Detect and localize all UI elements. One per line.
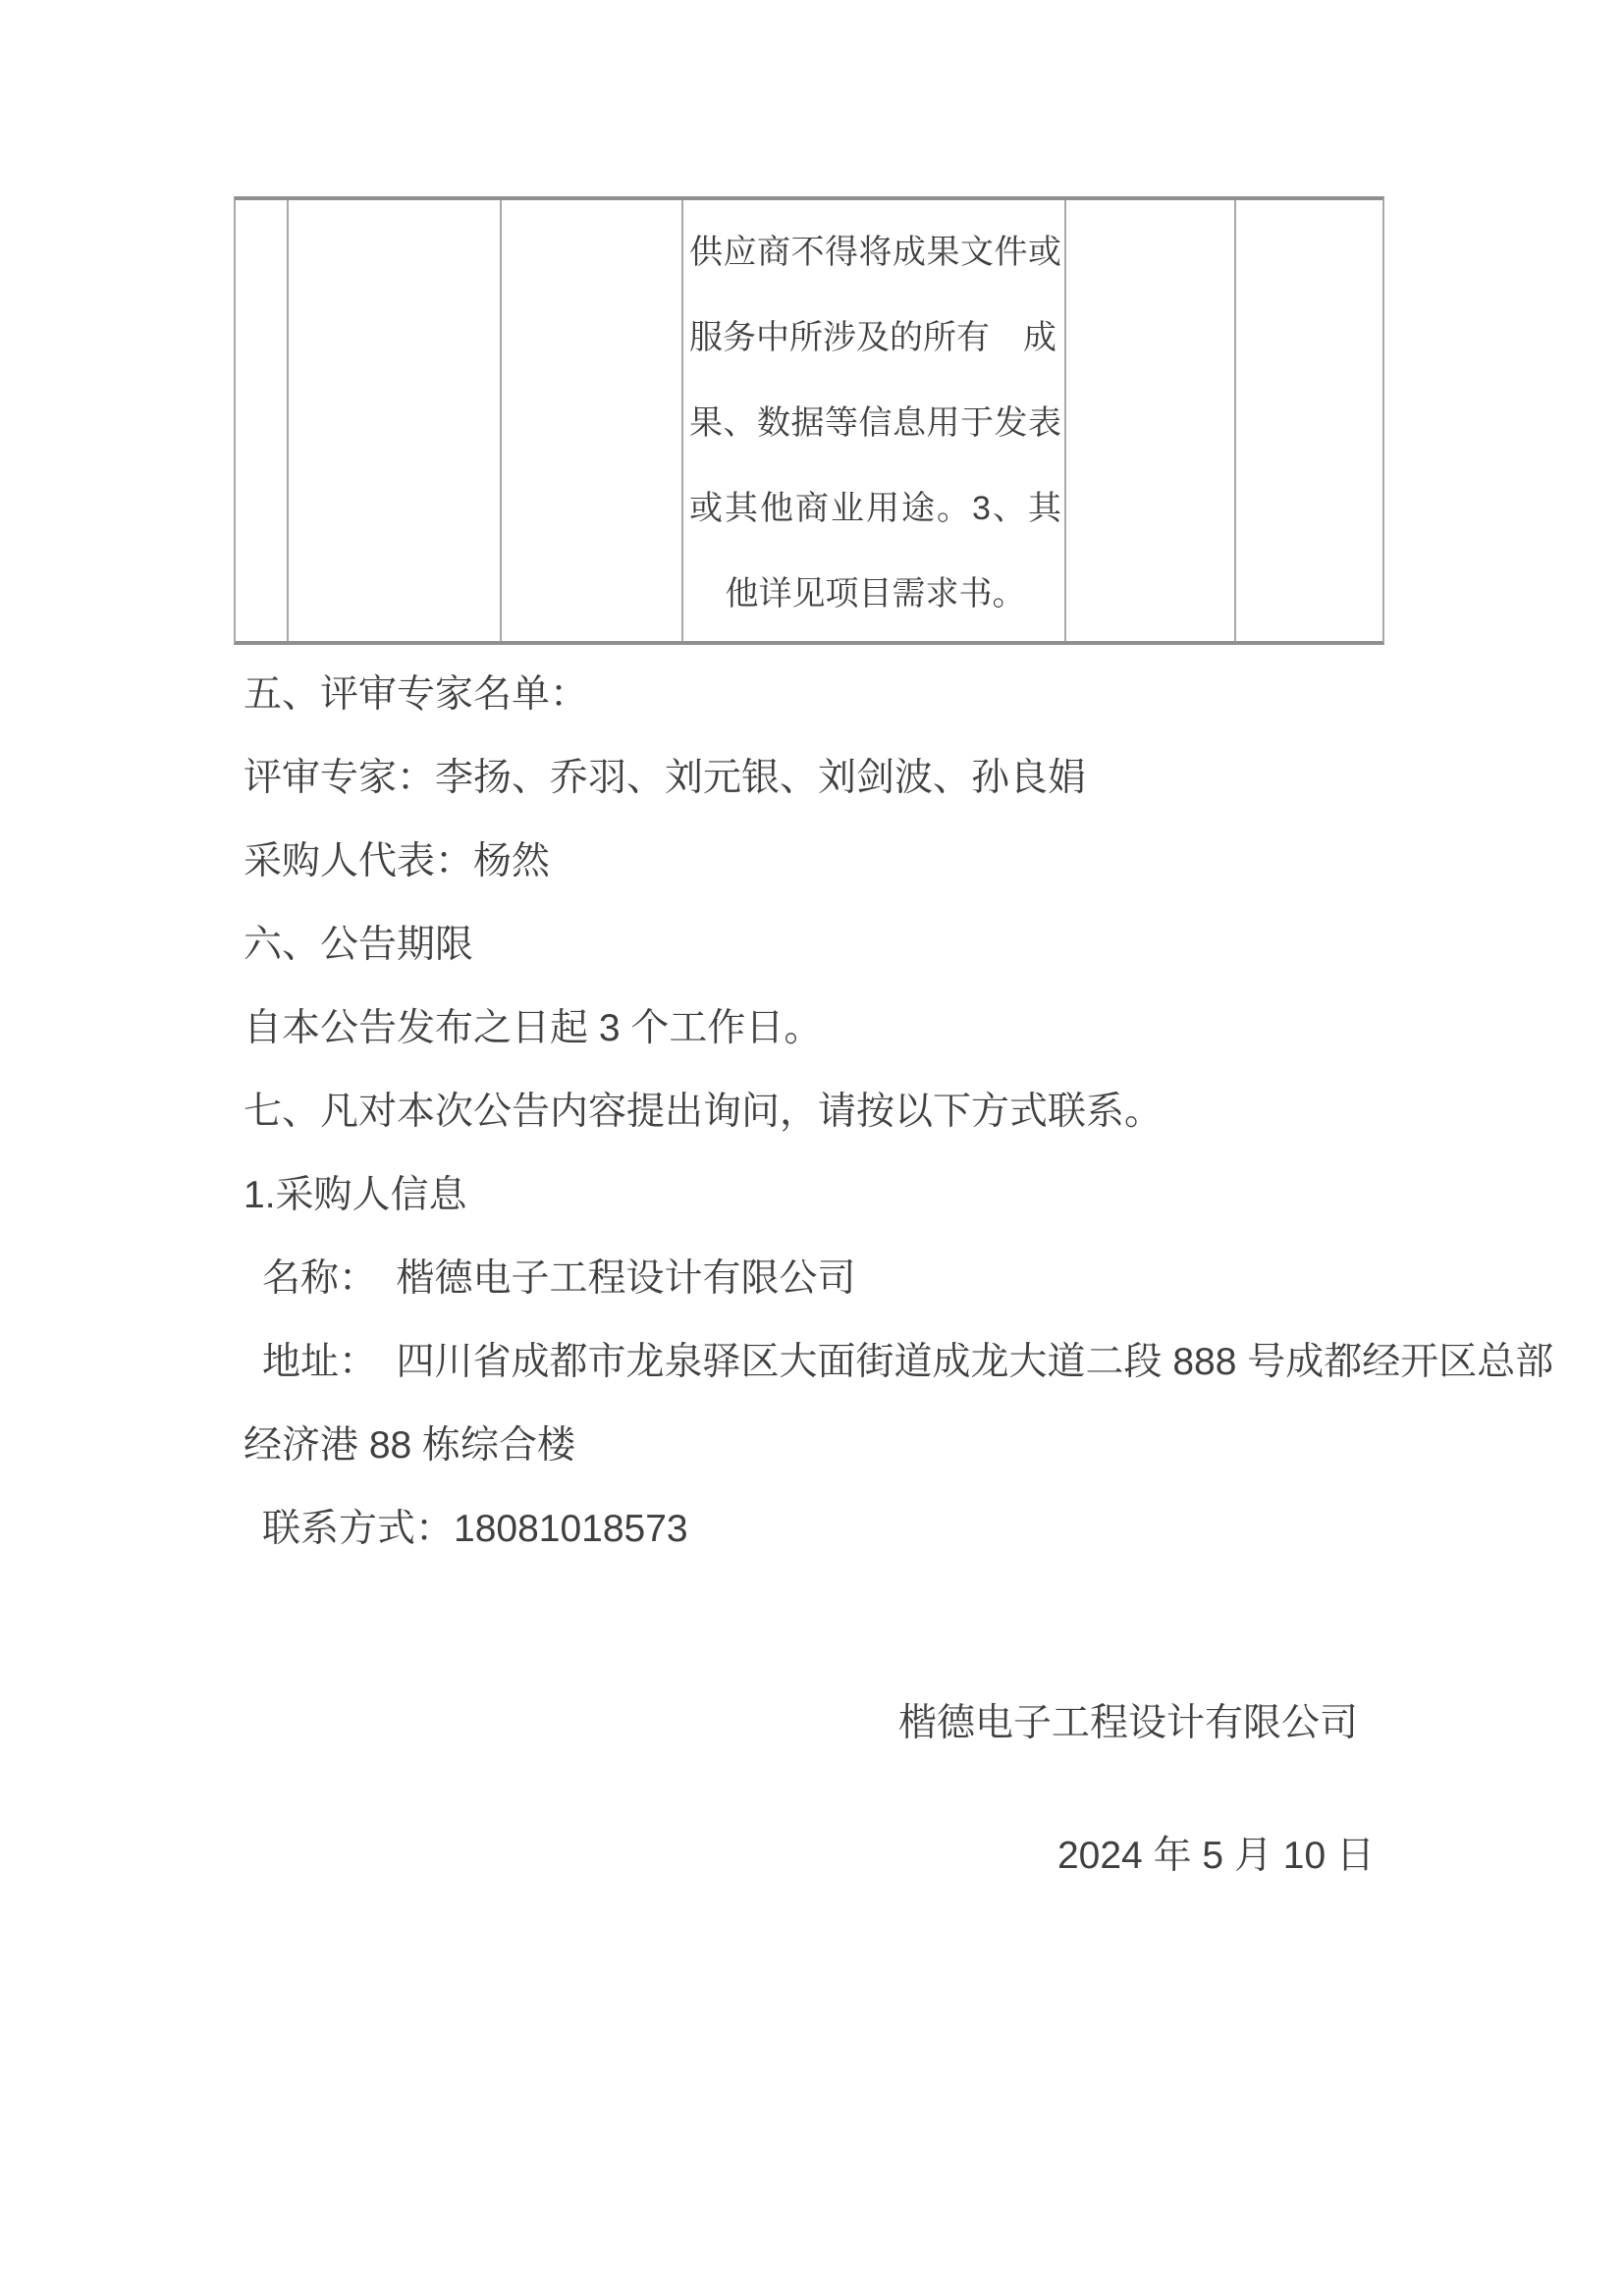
purchaser-info-heading: 1.采购人信息 (244, 1174, 467, 1216)
procurement-table (234, 196, 1384, 645)
signature-company: 楷德电子工程设计有限公司 (897, 1702, 1358, 1744)
table-column-divider (1064, 200, 1066, 641)
section-7-heading: 七、凡对本次公告内容提出询问，请按以下方式联系。 (244, 1091, 1164, 1133)
table-column-divider (287, 200, 289, 641)
section-6-heading: 六、公告期限 (244, 924, 474, 966)
announcement-period: 自本公告发布之日起 3 个工作日。 (244, 1007, 823, 1049)
purchaser-name-line: 名称： 楷德电子工程设计有限公司 (262, 1257, 856, 1300)
signature-date: 2024 年 5 月 10 日 (1056, 1835, 1375, 1877)
table-cell-line: 果、数据等信息用于发表 (689, 404, 1061, 442)
contact-phone-line: 联系方式：18081018573 (262, 1508, 688, 1550)
table-cell-requirements (683, 200, 1064, 641)
section-5-heading: 五、评审专家名单： (244, 673, 589, 716)
address-wrap-line: 经济港 88 栋综合楼 (244, 1424, 576, 1467)
table-cell-line: 他详见项目需求书。 (725, 575, 1026, 613)
table-cell-line: 或其他商业用途。3、其 (689, 490, 1061, 527)
purchaser-address-line: 地址： 四川省成都市龙泉驿区大面街道成龙大道二段 888 号成都经开区总部 (262, 1341, 1554, 1383)
table-cell-line: 供应商不得将成果文件或 (689, 234, 1061, 271)
table-column-divider (1234, 200, 1236, 641)
table-cell-line: 服务中所涉及的所有 成 (689, 319, 1056, 356)
document-body (0, 645, 1624, 1936)
review-experts-line: 评审专家：李扬、乔羽、刘元银、刘剑波、孙良娟 (244, 757, 1087, 799)
purchaser-rep-line: 采购人代表：杨然 (244, 840, 551, 882)
table-column-divider (500, 200, 502, 641)
